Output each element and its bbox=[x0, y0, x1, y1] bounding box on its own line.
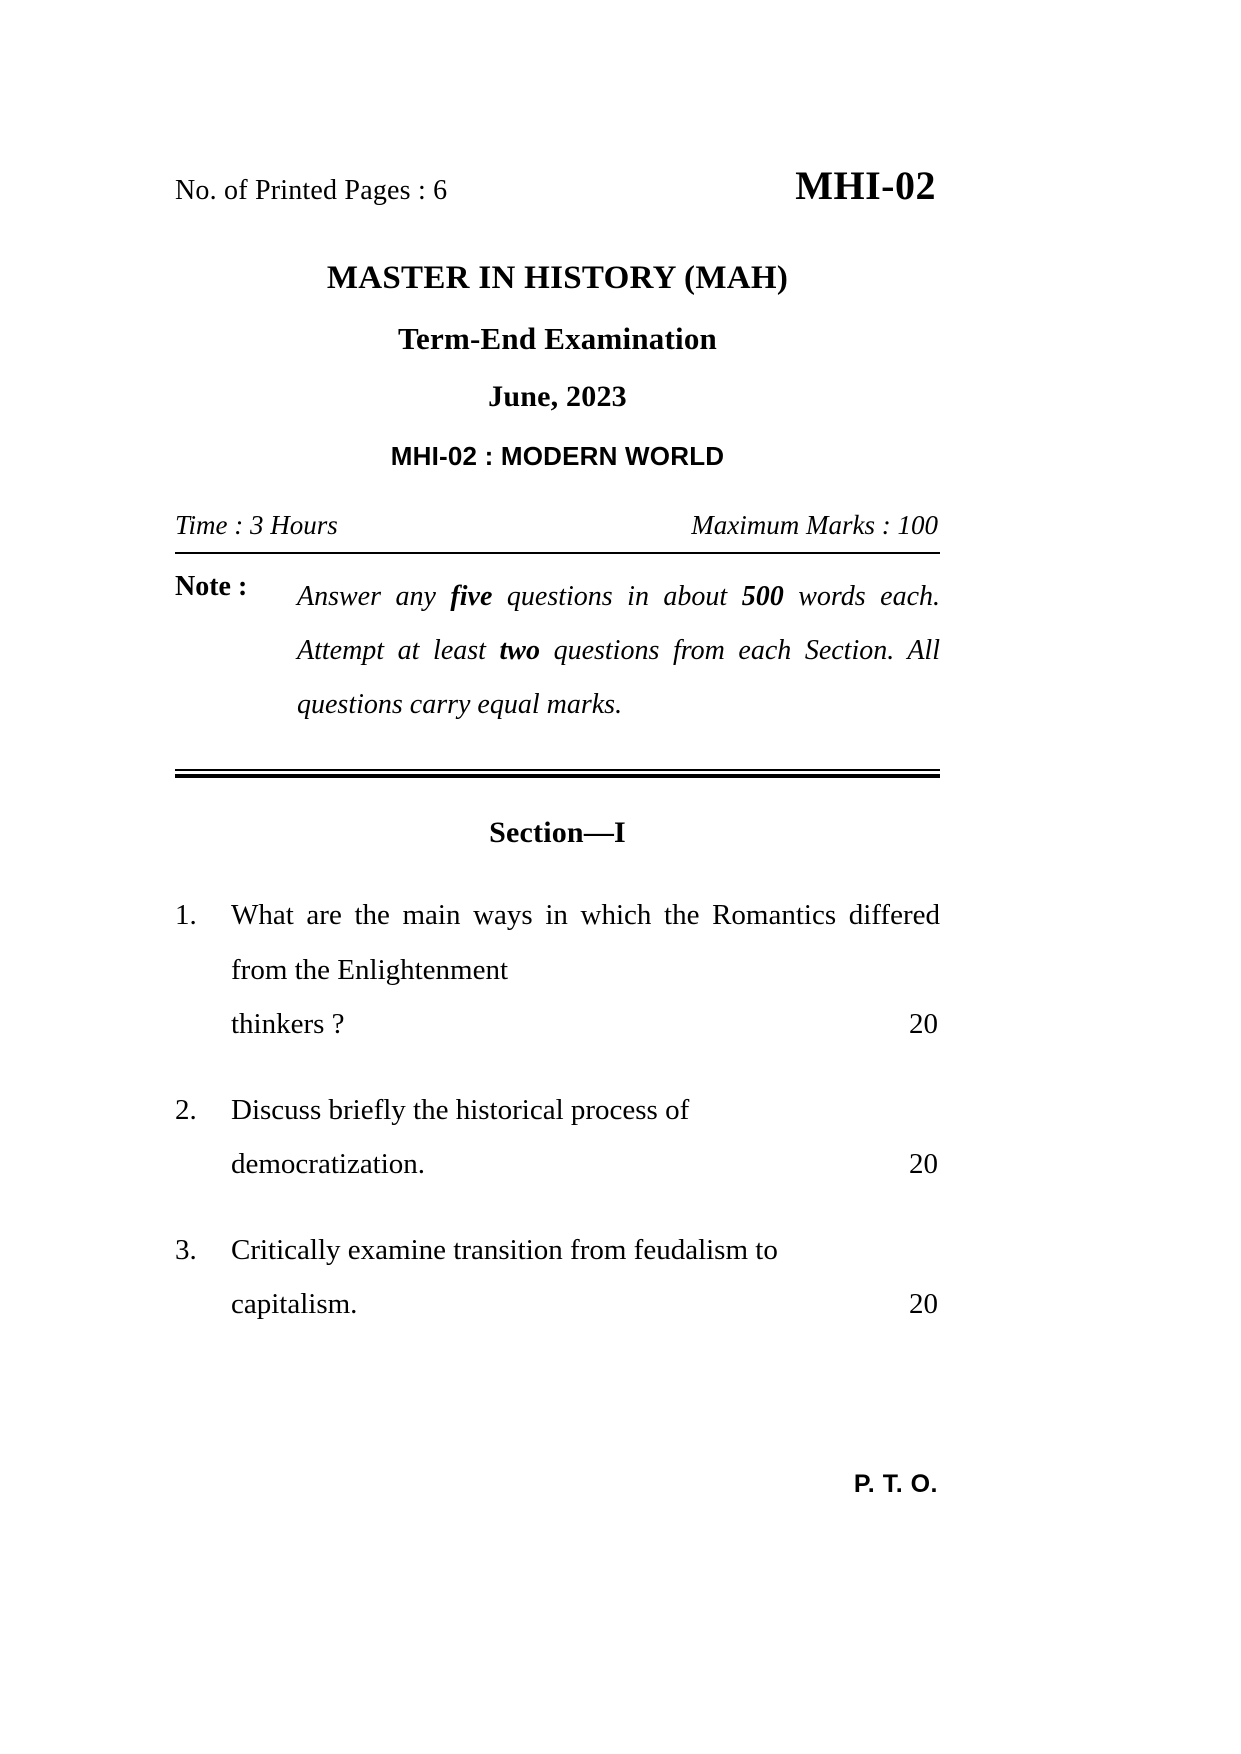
note-text bbox=[297, 570, 940, 732]
question-text-main: Discuss briefly the historical process of bbox=[231, 1093, 690, 1126]
section-divider bbox=[175, 769, 940, 778]
note-part-4: questions from each Section. All questions carry equal marks. bbox=[297, 635, 940, 721]
question-list bbox=[175, 888, 940, 1332]
exam-meta-row bbox=[175, 510, 940, 541]
question-text-tail: democratization. bbox=[231, 1148, 426, 1181]
printed-pages-label: No. of Printed Pages : 6 bbox=[175, 175, 448, 206]
page-header bbox=[175, 162, 940, 214]
note-part-2: questions in about bbox=[492, 580, 742, 612]
course-code-label: MHI-02 bbox=[795, 163, 936, 208]
question-text bbox=[231, 888, 940, 1052]
question-number: 2. bbox=[175, 1093, 197, 1126]
question-text-main: Critically examine transition from feudalism to bbox=[231, 1233, 778, 1266]
section-heading: Section—I bbox=[489, 816, 626, 850]
question-number: 3. bbox=[175, 1233, 197, 1266]
maximum-marks: Maximum Marks : 100 bbox=[691, 509, 938, 540]
question-last-line bbox=[231, 1137, 940, 1192]
note-emphasis-five: five bbox=[450, 580, 493, 612]
title-block bbox=[175, 259, 940, 472]
section-divider-thick-line bbox=[175, 774, 940, 778]
question-item bbox=[175, 1083, 940, 1192]
question-text bbox=[231, 1223, 940, 1332]
examination-title: Term-End Examination bbox=[398, 320, 717, 356]
question-last-line bbox=[231, 997, 940, 1052]
note-part-3: words each. Attempt at least bbox=[297, 580, 940, 666]
question-body bbox=[231, 1083, 940, 1192]
paper-title: MHI-02 : MODERN WORLD bbox=[390, 440, 725, 471]
question-text-main: What are the main ways in which the Romantics differed from the Enlightenment bbox=[231, 899, 940, 986]
question-marks: 20 bbox=[909, 1288, 938, 1321]
question-item bbox=[175, 1223, 940, 1332]
note-label: Note : bbox=[175, 570, 248, 602]
meta-divider bbox=[175, 552, 940, 554]
time-allowed: Time : 3 Hours bbox=[175, 509, 338, 540]
note-part-1: Answer any bbox=[297, 580, 451, 612]
note-emphasis-two: two bbox=[499, 635, 540, 666]
instructions-note bbox=[175, 570, 940, 732]
examination-session: June, 2023 bbox=[488, 379, 627, 413]
question-item bbox=[175, 888, 940, 1052]
question-marks: 20 bbox=[909, 1148, 938, 1181]
question-body bbox=[231, 888, 940, 1052]
question-marks: 20 bbox=[909, 1008, 938, 1041]
page-turn-over-label: P. T. O. bbox=[853, 1470, 938, 1498]
question-body bbox=[231, 1223, 940, 1332]
question-text bbox=[231, 1083, 940, 1192]
note-emphasis-500: 500 bbox=[741, 580, 784, 612]
programme-title: MASTER IN HISTORY (MAH) bbox=[326, 260, 789, 296]
question-text-tail: capitalism. bbox=[231, 1288, 358, 1321]
question-last-line bbox=[231, 1277, 940, 1332]
question-text-tail: thinkers ? bbox=[231, 1008, 345, 1041]
question-number: 1. bbox=[175, 899, 197, 932]
paper-content bbox=[175, 0, 940, 1498]
